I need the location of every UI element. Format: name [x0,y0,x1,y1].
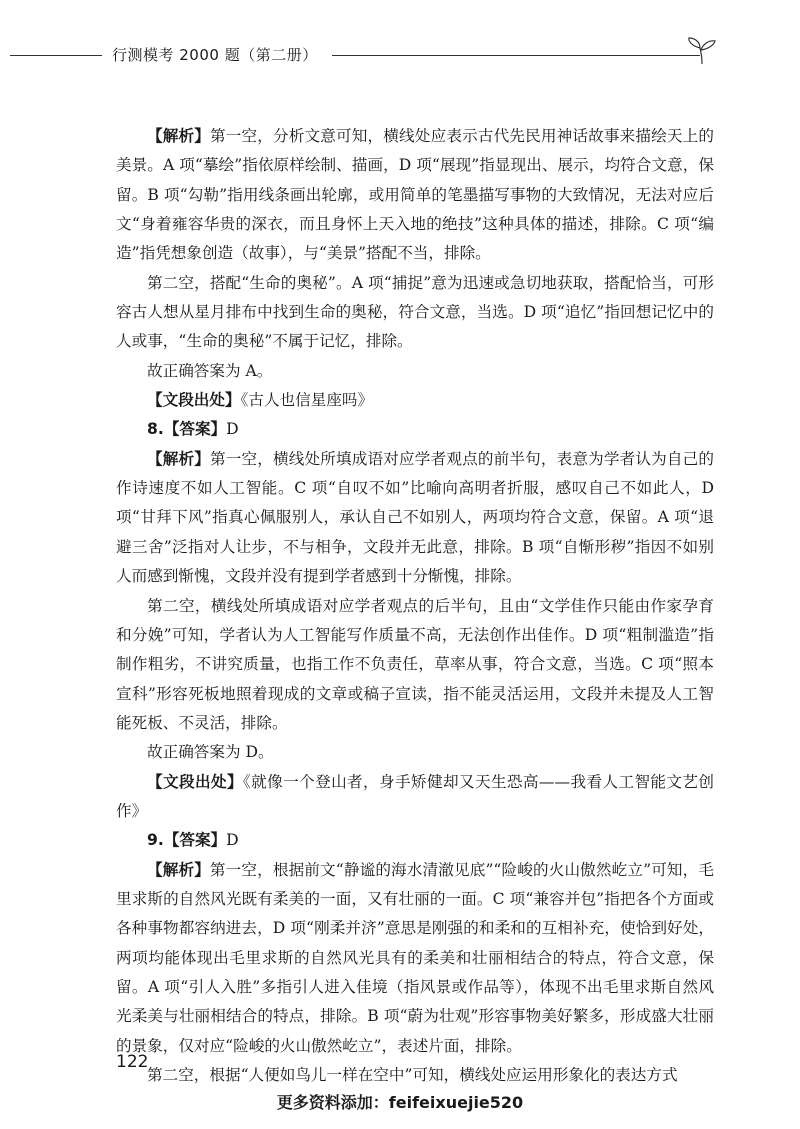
paragraph-tag: 【文段出处】 [147,391,241,410]
paragraph-tag: 【解析】 [147,127,211,145]
paragraph-tag: 【文段出处】 [147,772,243,791]
paragraph-text: 第二空，横线处所填成语对应学者观点的后半句，且由“文学佳作只能由作家孕育和分娩”可知，学者认为人工智能写作质量不高，无法创作出佳作。D 项“粗制滥造”指制作粗劣，不讲究质量，也指工作不负责任，草率从事，符合文意，当选。C 项“照本宣科”形容死板地照着现成的文章或稿子宣读，指不能灵活运用，文段并未提及人工智能死板、不灵活，排除。 [116,596,714,732]
header-rule-right [332,55,700,56]
paragraph-tag: 【解析】 [147,860,210,879]
paragraph-tag: 8.【答案】 [147,420,227,439]
paragraph [116,357,714,386]
paragraph-text: 第二空，搭配“生命的奥秘”。A 项“捕捉”意为迅速或急切地获取，搭配恰当，可形容古人想从星月排布中找到生命的奥秘，符合文意，当选。D 项“追忆”指回想记忆中的人或事，“生命的奥秘”不属于记忆，排除。 [116,273,714,351]
paragraph-text: 《就像一个登山者，身手矫健却又天生恐高——我看人工智能文艺创作》 [116,772,714,820]
paragraph-text: 故正确答案为 D。 [147,743,274,762]
paragraph-text: 故正确答案为 A。 [147,361,273,380]
paragraph [116,122,714,269]
paragraph [116,856,714,1061]
paragraph-text: 第一空，分析文意可知，横线处应表示古代先民用神话故事来描绘天上的美景。A 项“摹绘”指依原样绘制、描画，D 项“展现”指显现出、展示，均符合文意，保留。B 项“勾勒”指用线条画出轮廓，或用简单的笔墨描写事物的大致情况，无法对应后文“身着雍容华贵的深衣，而且身怀上天入地的绝技”这种具体的描述，排除。C 项“编造”指凭想象创造（故事），与“美景”搭配不当，排除。 [116,127,714,263]
paragraph [116,415,714,444]
paragraph [116,826,714,855]
header-rule-left [10,55,102,56]
paragraph [116,445,714,592]
paragraph [116,592,714,739]
paragraph-text: 《古人也信星座吗》 [240,391,374,410]
paragraph [116,738,714,767]
paragraph-tag: 【解析】 [147,449,211,468]
paragraph-tag: 9.【答案】 [147,831,227,850]
paragraph [116,269,714,357]
page-body [116,122,714,1090]
paragraph [116,768,714,827]
paragraph [116,386,714,415]
page-header [0,38,800,78]
header-title: 行测模考 2000 题（第二册） [112,46,318,64]
paragraph [116,1061,714,1090]
paragraph-text: D [226,420,239,439]
paragraph-text: 第一空，根据前文“静谧的海水清澈见底”“险峻的火山傲然屹立”可知，毛里求斯的自然风光既有柔美的一面，又有壮丽的一面。C 项“兼容并包”指把各个方面或各种事物都容纳进去，D 项“刚柔并济”意思是刚强的和柔和的互相补充，使恰到好处，两项均能体现出毛里求斯的自然风光具有的柔美和壮丽相结合的特点，符合文意，保留。A 项“引人入胜”多指引人进入佳境（指风景或作品等），体现不出毛里求斯自然风光柔美与壮丽相结合的特点，排除。B 项“蔚为壮观”形容事物美好繁多，形成盛大壮丽的景象，仅对应“险峻的火山傲然屹立”，表述片面，排除。 [116,860,714,1055]
footer-note: 更多资料添加：feifeixuejie520 [276,1093,524,1112]
paragraph-text: 第一空，横线处所填成语对应学者观点的前半句，表意为学者认为自己的作诗速度不如人工智能。C 项“自叹不如”比喻向高明者折服，感叹自己不如此人，D 项“甘拜下风”指真心佩服别人，承认自己不如别人，两项均符合文意，保留。A 项“退避三舍”泛指对人让步，不与相争，文段并无此意，排除。B 项“自惭形秽”指因不如别人而感到惭愧，文段并没有提到学者感到十分惭愧，排除。 [116,449,714,586]
sprout-icon [682,36,722,66]
page-number: 122 [116,1052,149,1072]
paragraph-text: D [226,831,239,850]
paragraph-text: 第二空，根据“人便如鸟儿一样在空中”可知，横线处应运用形象化的表达方式 [147,1066,678,1084]
